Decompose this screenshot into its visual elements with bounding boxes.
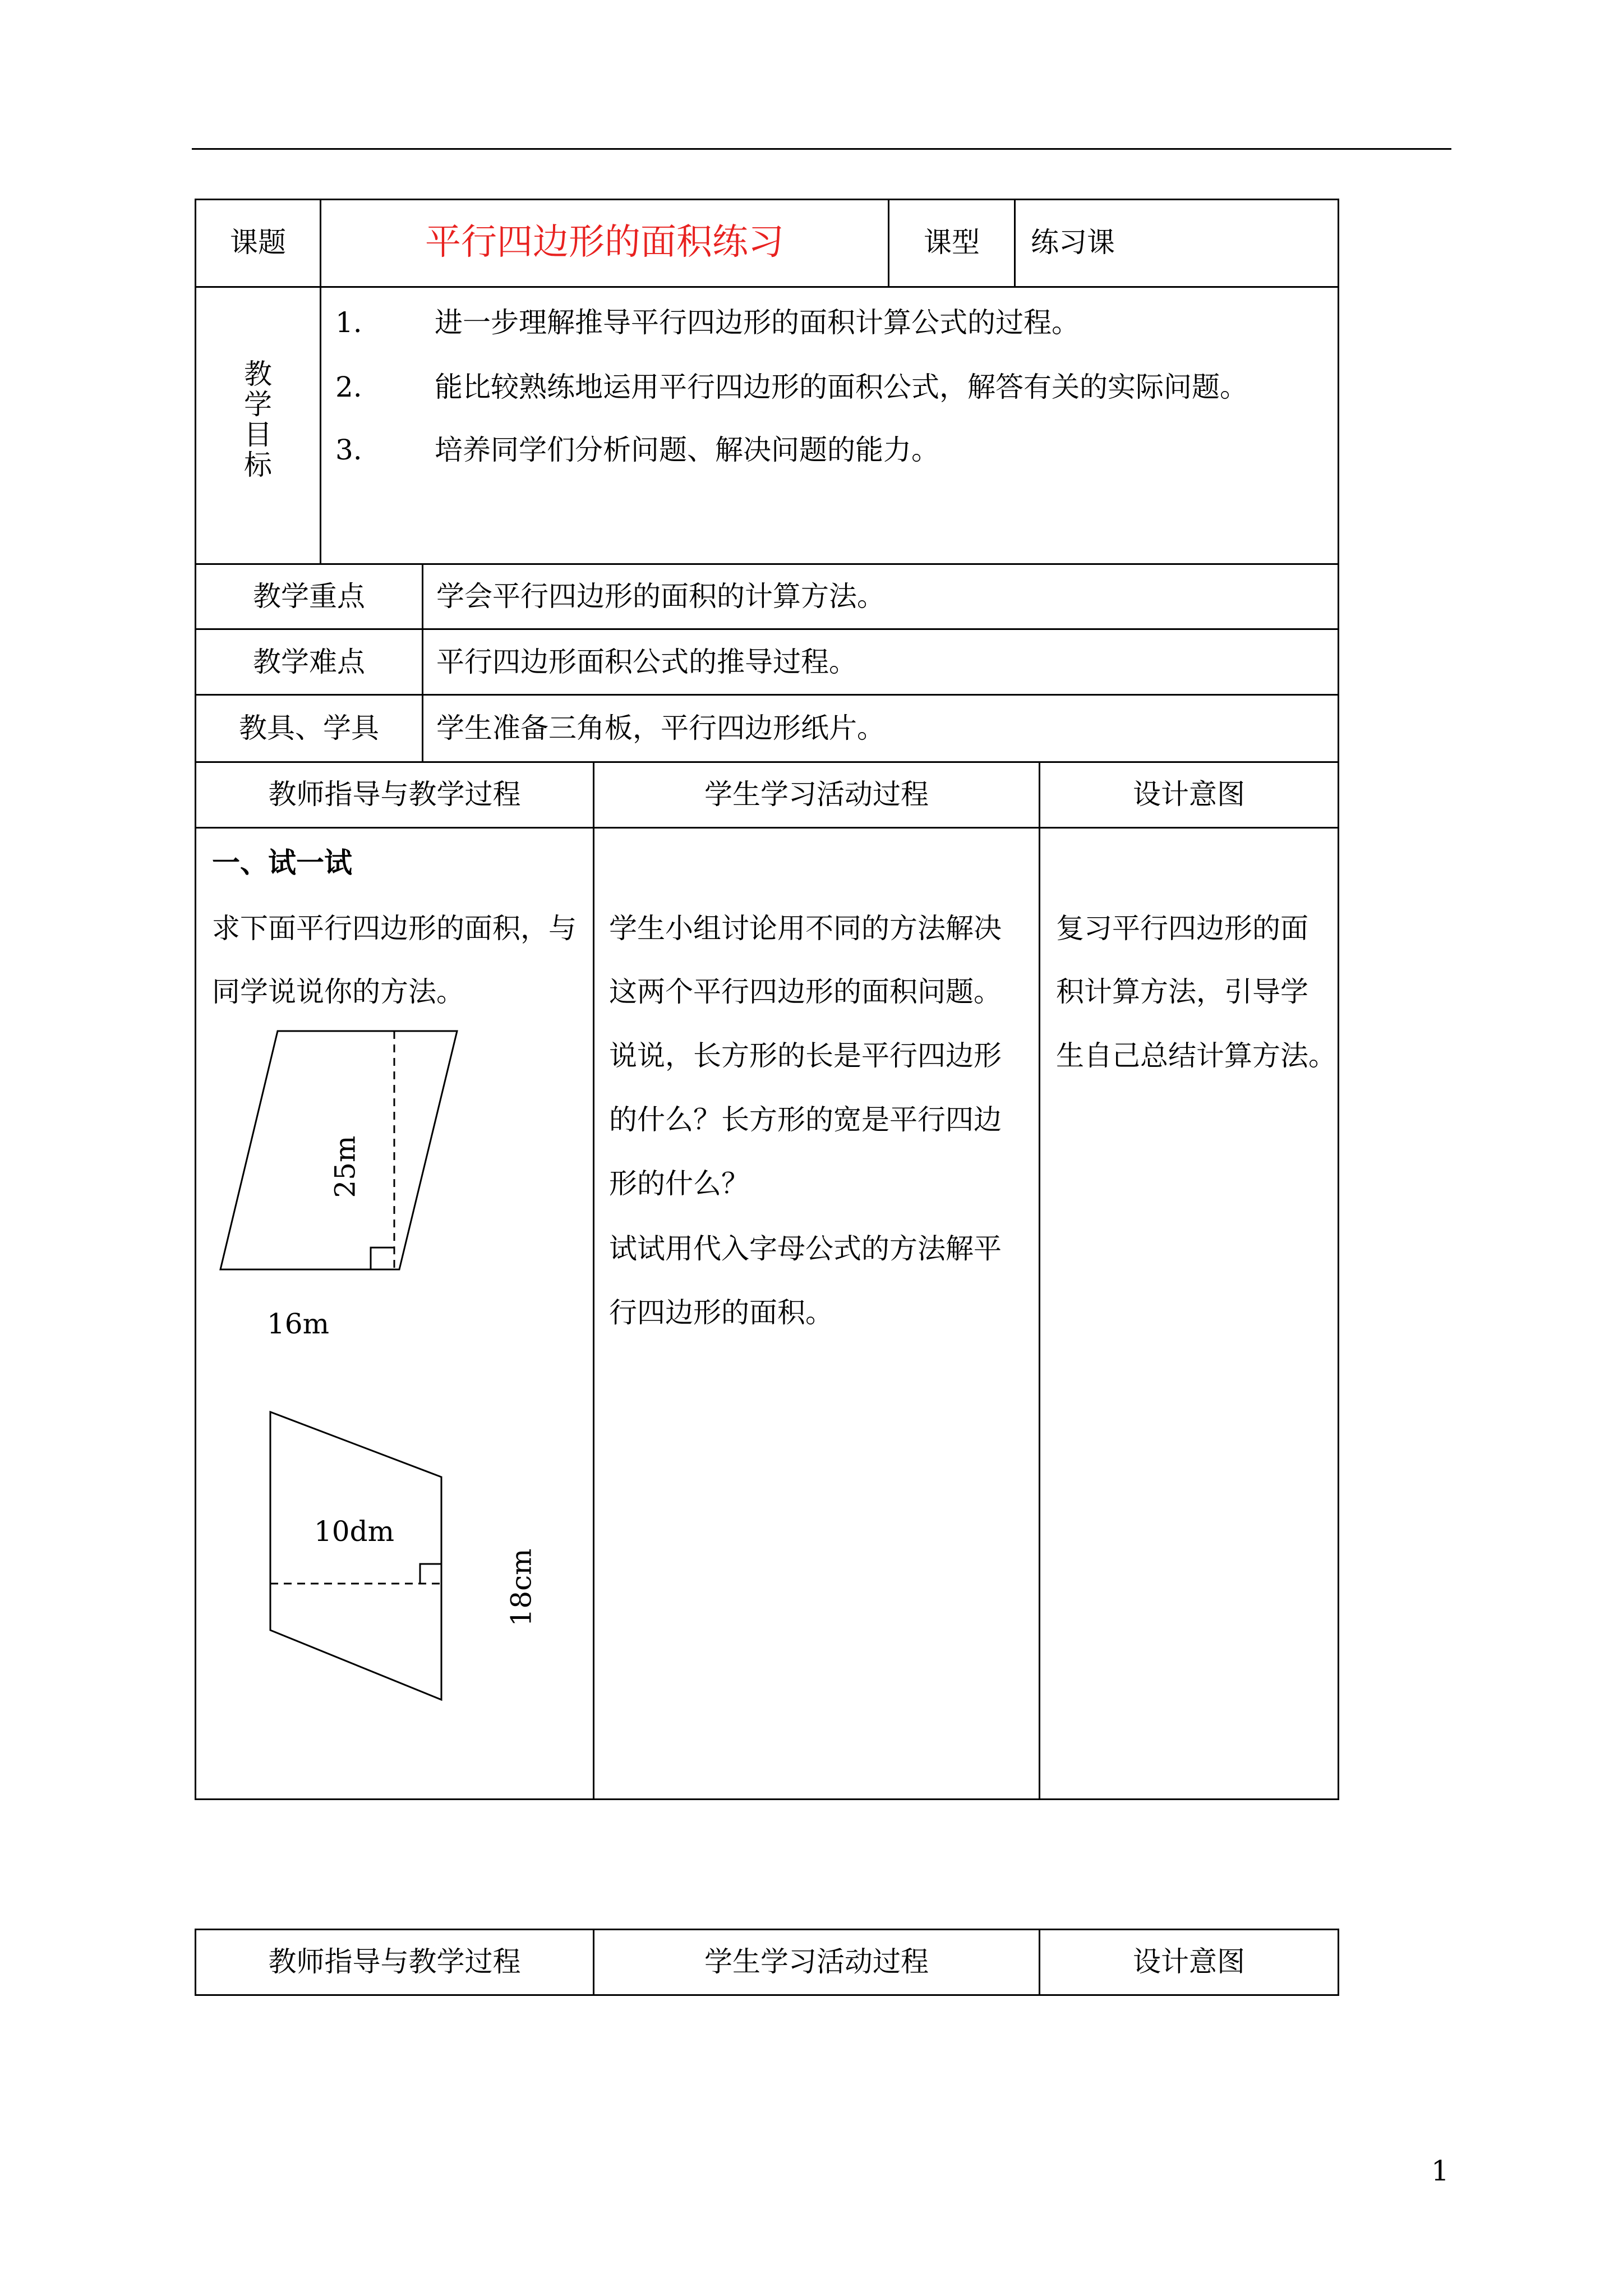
objective-text-3: 培养同学们分析问题、解决问题的能力。 bbox=[435, 434, 939, 466]
page-number: 1 bbox=[1431, 2155, 1449, 2187]
figure2-side-label: 18cm bbox=[505, 1548, 538, 1627]
difficulty-label: 教学难点 bbox=[253, 646, 365, 678]
teacher-line-2: 同学说说你的方法。 bbox=[212, 976, 464, 1008]
col-header-teacher: 教师指导与教学过程 bbox=[268, 778, 521, 811]
objectives-label-text: 教学目标 bbox=[244, 358, 272, 481]
table-border bbox=[195, 694, 1339, 696]
objective-text-2: 能比较熟练地运用平行四边形的面积公式，解答有关的实际问题。 bbox=[435, 371, 1248, 403]
student-line-7: 行四边形的面积。 bbox=[609, 1296, 833, 1329]
tools-label: 教具、学具 bbox=[239, 712, 379, 744]
lesson-title: 平行四边形的面积练习 bbox=[425, 222, 784, 263]
objective-num-2: 2. bbox=[335, 371, 362, 403]
table-border-bottom bbox=[195, 1798, 1339, 1800]
objective-num-3: 3. bbox=[335, 434, 362, 466]
table-border bbox=[195, 563, 1339, 565]
table2-col-header-teacher: 教师指导与教学过程 bbox=[268, 1945, 521, 1978]
design-line-3: 生自己总结计算方法。 bbox=[1056, 1039, 1336, 1072]
figure1-base-label: 16m bbox=[267, 1308, 330, 1340]
table-border bbox=[1039, 761, 1040, 1800]
table-border bbox=[1014, 199, 1016, 288]
student-line-6: 试试用代入字母公式的方法解平 bbox=[609, 1232, 1002, 1265]
table-border bbox=[593, 761, 594, 1800]
figure2-height-label: 10dm bbox=[314, 1515, 395, 1548]
objectives-label bbox=[196, 359, 320, 480]
table-border-right bbox=[1338, 199, 1339, 1800]
section-heading: 一、试一试 bbox=[212, 846, 352, 879]
table-border bbox=[422, 563, 423, 763]
student-line-4: 的什么？长方形的宽是平行四边 bbox=[609, 1103, 1002, 1136]
table2-col-header-student: 学生学习活动过程 bbox=[704, 1945, 929, 1978]
table-border-top bbox=[195, 199, 1339, 200]
table-border bbox=[195, 286, 1339, 288]
table-border bbox=[195, 628, 1339, 630]
student-line-3: 说说，长方形的长是平行四边形 bbox=[609, 1039, 1002, 1072]
header-rule bbox=[192, 148, 1451, 150]
key-point-text: 学会平行四边形的面积的计算方法。 bbox=[436, 580, 885, 613]
table2-col-header-design: 设计意图 bbox=[1133, 1945, 1245, 1978]
col-header-student: 学生学习活动过程 bbox=[704, 778, 929, 811]
key-point-label: 教学重点 bbox=[253, 580, 365, 613]
teacher-line-1: 求下面平行四边形的面积，与 bbox=[212, 912, 577, 945]
student-line-2: 这两个平行四边形的面积问题。 bbox=[609, 976, 1002, 1008]
type-value: 练习课 bbox=[1031, 226, 1115, 259]
tools-text: 学生准备三角板，平行四边形纸片。 bbox=[436, 712, 885, 744]
objective-num-1: 1. bbox=[335, 306, 362, 339]
objective-text-1: 进一步理解推导平行四边形的面积计算公式的过程。 bbox=[435, 306, 1080, 339]
table-border bbox=[195, 761, 1339, 763]
design-line-1: 复习平行四边形的面 bbox=[1056, 912, 1308, 945]
difficulty-text: 平行四边形面积公式的推导过程。 bbox=[436, 646, 857, 678]
student-line-5: 形的什么？ bbox=[609, 1167, 749, 1200]
student-line-1: 学生小组讨论用不同的方法解决 bbox=[609, 912, 1002, 945]
table2-border-top bbox=[195, 1929, 1339, 1930]
subject-label: 课题 bbox=[230, 226, 286, 259]
design-line-2: 积计算方法，引导学 bbox=[1056, 976, 1308, 1008]
table2-border-bottom bbox=[195, 1994, 1339, 1996]
col-header-design: 设计意图 bbox=[1133, 778, 1245, 811]
figure1-height-label: 25m bbox=[329, 1135, 362, 1198]
table-border bbox=[195, 827, 1339, 829]
table2-border-right bbox=[1338, 1929, 1339, 1996]
type-label: 课型 bbox=[924, 226, 980, 259]
